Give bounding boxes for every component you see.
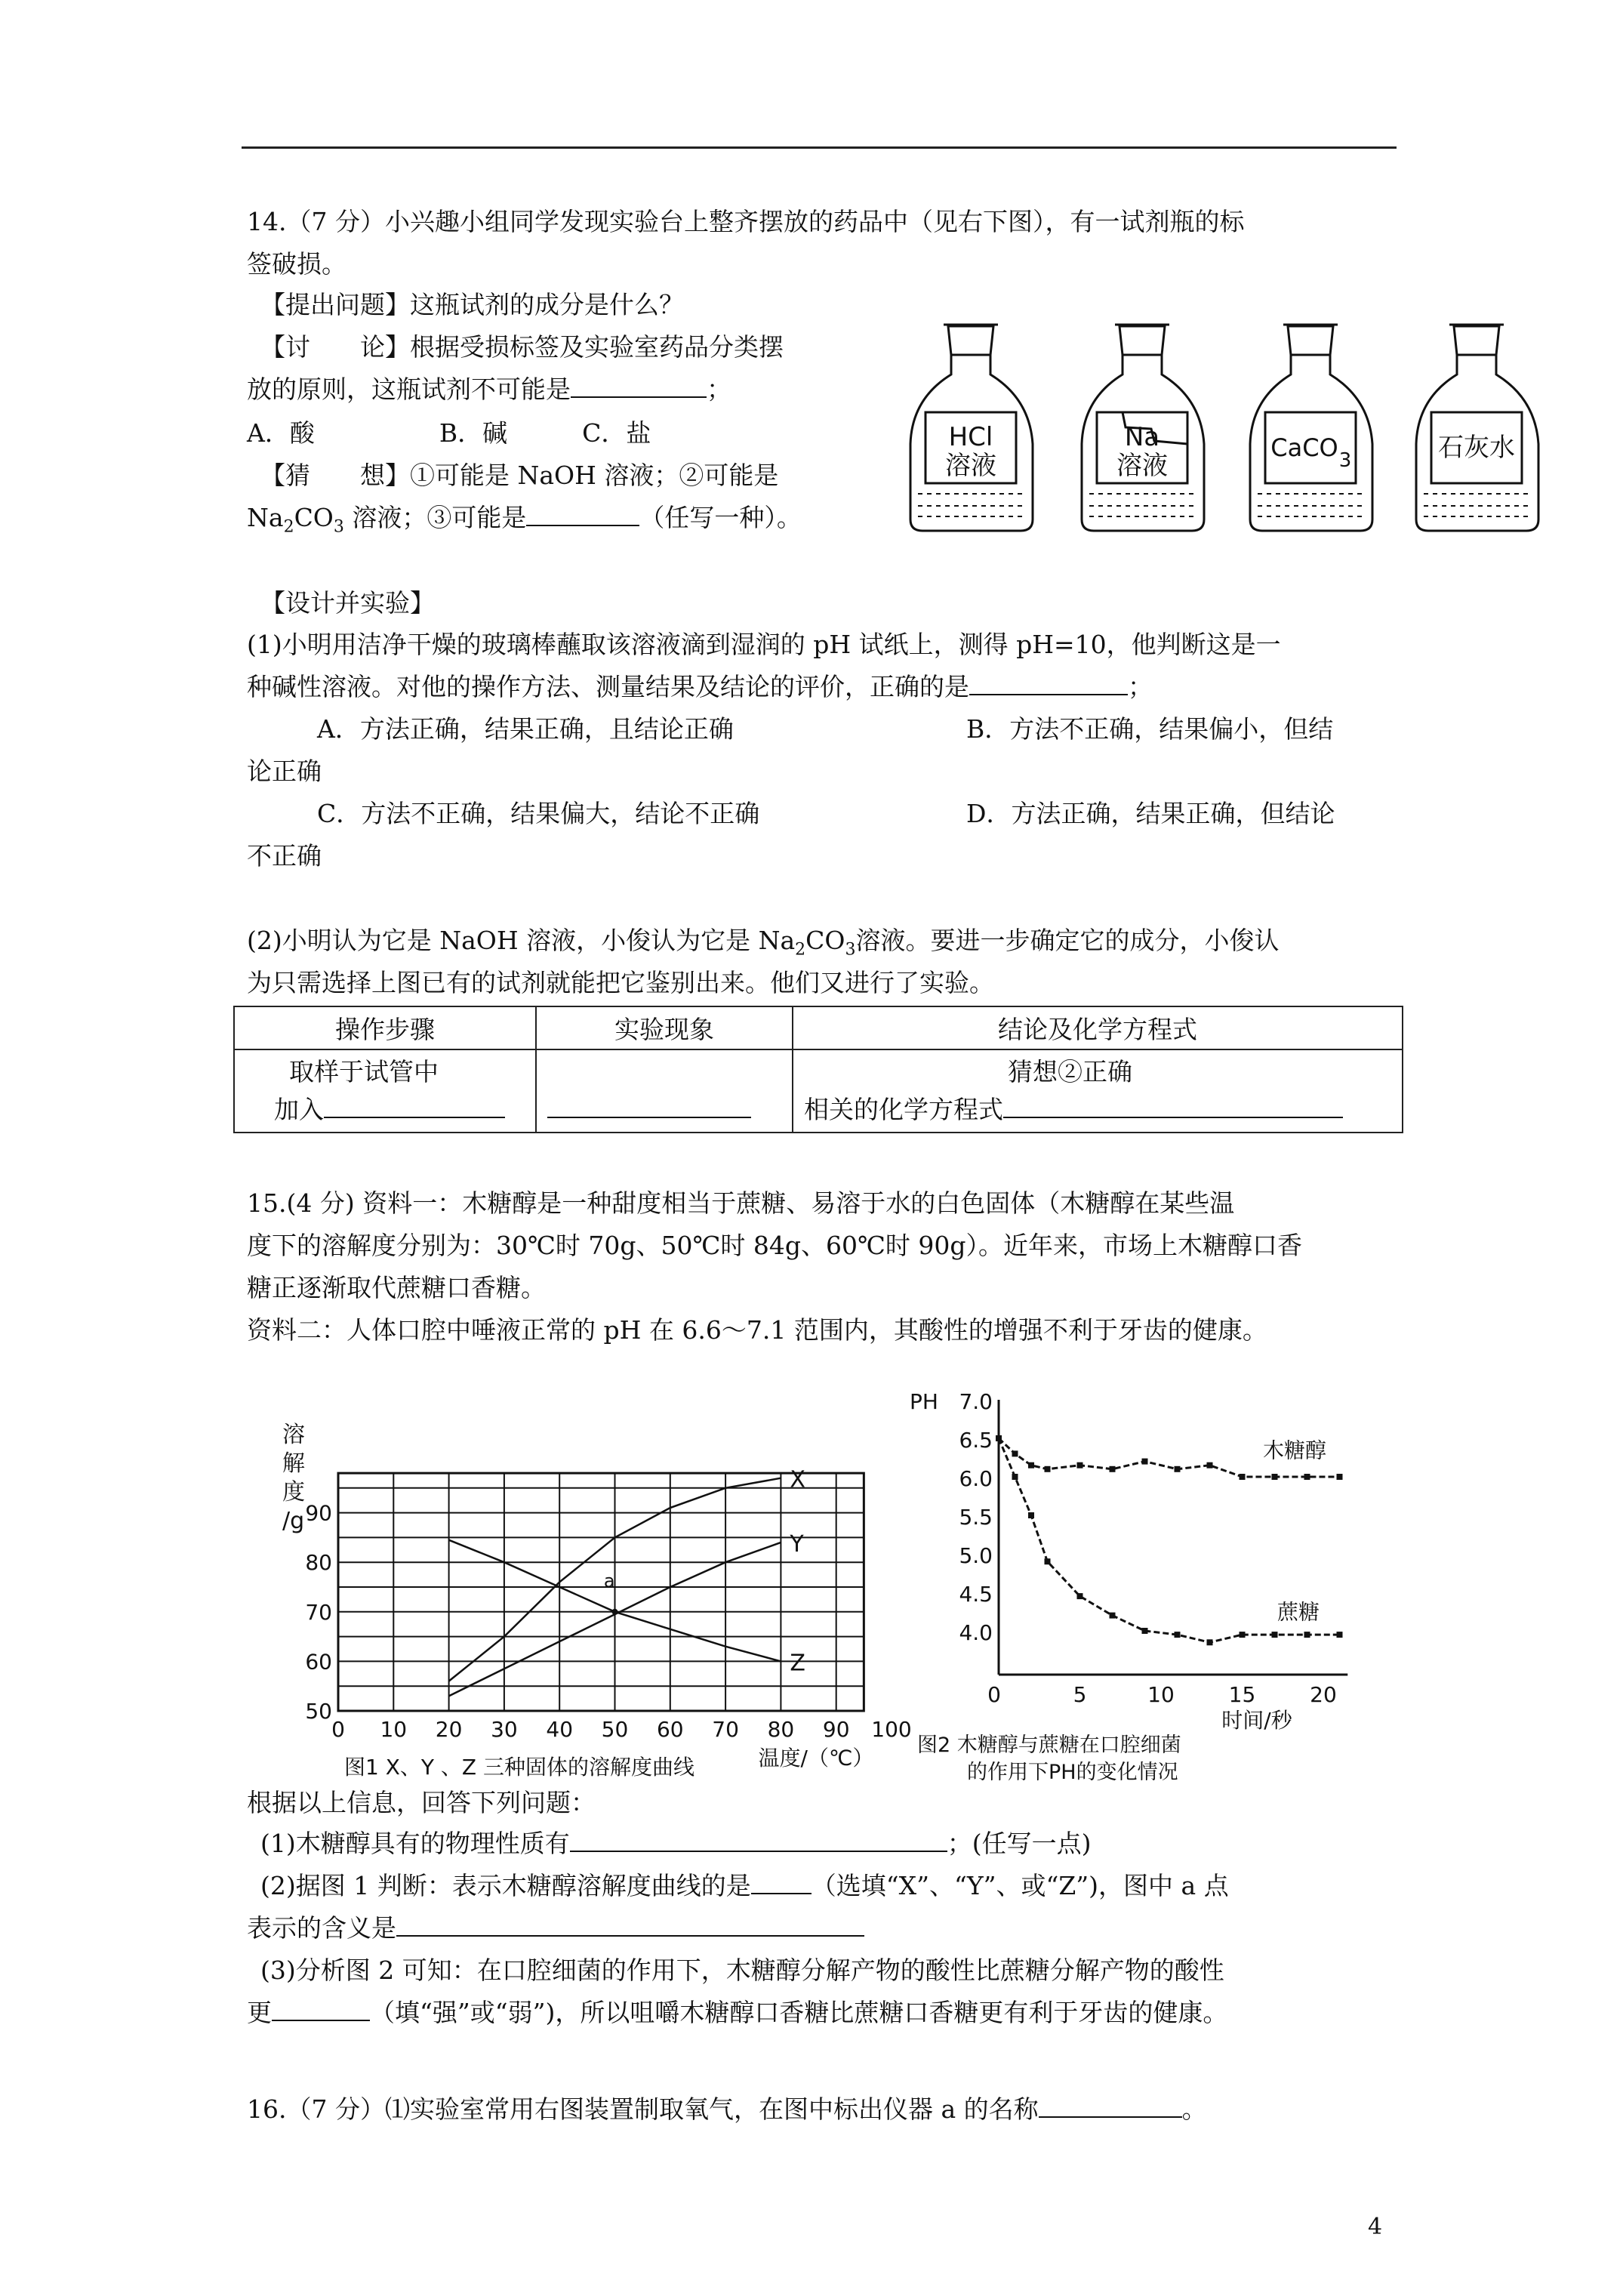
ph-data-point [1240, 1632, 1246, 1638]
x-tick-label: 90 [822, 1717, 850, 1742]
formula-subscript: 3 [845, 940, 856, 960]
answer-blank[interactable] [324, 1094, 505, 1118]
x-tick-label: 10 [380, 1717, 408, 1742]
q14-p1-b-end: ； [1128, 672, 1153, 701]
y-axis-label: 解 [282, 1450, 305, 1477]
y-tick-label: 90 [305, 1500, 332, 1526]
y-tick-label: 5.0 [959, 1543, 993, 1568]
table-cell-text: 加入 [274, 1095, 324, 1124]
q14-guess-a: 【猜 想】①可能是 NaOH 溶液；②可能是 [260, 461, 779, 490]
table-cell-text: 相关的化学方程式 [804, 1095, 1003, 1124]
x-tick-label: 80 [767, 1717, 795, 1742]
q16-end: 。 [1181, 2094, 1207, 2124]
reagent-bottle [1250, 325, 1372, 531]
q15-a3-b2: （填“强”或“弱”)，所以咀嚼木糖醇口香糖比蔗糖口香糖更有利于牙齿的健康。 [370, 1998, 1228, 2027]
q15-a1-text: (1)木糖醇具有的物理性质有 [260, 1829, 570, 1858]
q14-discuss-a: 【讨 论】根据受损标签及实验室药品分类摆 [260, 332, 784, 362]
answer-blank[interactable] [1003, 1094, 1343, 1118]
series-label-Y: Y [790, 1530, 804, 1558]
q14-ask: 【提出问题】这瓶试剂的成分是什么？ [260, 290, 684, 319]
intersection-point [612, 1609, 618, 1615]
y-tick-label: 6.5 [959, 1428, 993, 1453]
ph-data-point [1272, 1632, 1278, 1638]
x-tick-label: 0 [331, 1717, 345, 1742]
q14-p1-b [247, 669, 1153, 705]
answer-blank[interactable] [272, 1997, 370, 2021]
q15-a1-end: ；(任写一点) [947, 1829, 1092, 1858]
x-axis-label: 温度/（℃） [758, 1746, 874, 1771]
bottle-label-text: Na [1124, 422, 1160, 452]
q15-a2-b-text: 表示的含义是 [247, 1913, 396, 1943]
answer-blank[interactable] [1039, 2094, 1182, 2118]
q14-guess-b [247, 500, 802, 546]
q14-p2-text: (2)小明认为它是 NaOH 溶液，小俊认为它是 Na [247, 926, 796, 955]
q14-guess-b-end: （任写一种）。 [639, 503, 802, 532]
q14-discuss-b-end: ； [707, 374, 731, 404]
q15-answer-intro: 根据以上信息，回答下列问题： [247, 1788, 596, 1817]
ph-data-point [1077, 1593, 1083, 1599]
reagent-bottle [910, 325, 1033, 531]
y-axis-label: /g [282, 1508, 305, 1534]
ph-data-point [1077, 1462, 1083, 1469]
formula-subscript: 2 [795, 940, 806, 960]
plot-frame [338, 1473, 864, 1711]
ph-data-point [1272, 1474, 1278, 1480]
ph-data-point [1110, 1466, 1116, 1472]
y-axis-label: PH [910, 1389, 938, 1414]
bottle-label-text: 溶液 [945, 451, 996, 481]
q14-p2-b: 为只需选择上图已有的试剂就能把它鉴别出来。他们又进行了实验。 [247, 968, 994, 997]
ph-data-point [1304, 1474, 1310, 1480]
y-tick-label: 4.5 [959, 1582, 993, 1607]
x-tick-label: 15 [1228, 1682, 1256, 1707]
ph-data-point [1012, 1474, 1018, 1480]
bottle-stopper [948, 326, 993, 355]
formula-part: Na [247, 503, 284, 532]
y-axis-label: 溶 [282, 1422, 305, 1448]
bottle-stopper [1288, 326, 1333, 355]
q14-discuss-b [247, 371, 731, 408]
point-a-label: a [603, 1570, 615, 1592]
answer-blank[interactable] [396, 1912, 864, 1937]
x-tick-label: 20 [435, 1717, 463, 1742]
table-cell-step [234, 1049, 536, 1133]
figure-2-caption: 图2 木糖醇与蔗糖在口腔细菌 [917, 1734, 1181, 1757]
ph-data-point [1110, 1613, 1116, 1619]
table-cell-line [547, 1091, 781, 1129]
figure-1-caption: 图1 X、Y 、Z 三种固体的溶解度曲线 [344, 1755, 694, 1780]
x-tick-label: 0 [987, 1682, 1001, 1707]
table-cell-text: 取样于试管中 [289, 1057, 439, 1086]
y-tick-label: 80 [305, 1550, 332, 1576]
option-d-cont: 不正确 [247, 841, 322, 871]
y-tick-label: 7.0 [959, 1389, 993, 1414]
bottle-stopper [1119, 326, 1165, 355]
reagent-bottle [1082, 325, 1204, 531]
table-cell-line [804, 1091, 1391, 1129]
series-label-Z: Z [790, 1650, 805, 1677]
x-tick-label: 10 [1147, 1682, 1175, 1707]
ph-data-point [1337, 1474, 1343, 1480]
ph-data-point [1142, 1459, 1148, 1465]
q14-p1-b-text: 种碱性溶液。对他的操作方法、测量结果及结论的评价，正确的是 [247, 672, 969, 701]
y-tick-label: 5.5 [959, 1505, 993, 1530]
answer-blank[interactable] [547, 1094, 751, 1118]
q15-a3-b1: 更 [247, 1998, 272, 2027]
ph-data-point [1142, 1628, 1148, 1634]
bottle-stopper [1454, 326, 1499, 355]
y-tick-label: 50 [305, 1699, 332, 1724]
x-tick-label: 40 [546, 1717, 574, 1742]
table-header: 操作步骤 [234, 1006, 536, 1049]
q14-design: 【设计并实验】 [260, 588, 435, 618]
ph-data-point [1175, 1466, 1181, 1472]
answer-blank[interactable] [571, 374, 707, 398]
x-tick-label: 30 [491, 1717, 518, 1742]
q14-p2-text-end: 溶液。要进一步确定它的成分，小俊认 [855, 926, 1280, 955]
option-d: D．方法正确，结果正确，但结论 [966, 799, 1335, 828]
table-cell-conclusion [793, 1049, 1403, 1133]
x-axis-label: 时间/秒 [1221, 1708, 1292, 1733]
series-label-xylitol: 木糖醇 [1262, 1438, 1327, 1463]
answer-blank[interactable] [526, 502, 639, 526]
table-cell-text: 猜想②正确 [1008, 1057, 1132, 1086]
reagent-bottle [1416, 325, 1538, 531]
series-label-sucrose: 蔗糖 [1277, 1599, 1320, 1625]
answer-blank[interactable] [969, 671, 1128, 695]
bottle-label-text: HCl [948, 422, 993, 452]
bottle-label-text: 石灰水 [1438, 433, 1515, 463]
q14-line-1: 14.（7 分）小兴趣小组同学发现实验台上整齐摆放的药品中（见右下图），有一试剂瓶的标 [247, 207, 1245, 236]
table-cell-line [274, 1091, 525, 1129]
q14-p2-a [247, 923, 1279, 969]
q15-a1 [260, 1826, 1092, 1862]
table-header: 实验现象 [536, 1006, 793, 1049]
table-header: 结论及化学方程式 [793, 1006, 1403, 1049]
answer-blank[interactable] [570, 1828, 947, 1852]
formula-subscript: 3 [333, 517, 344, 537]
q15-a3-b [247, 1995, 1227, 2031]
x-tick-label: 60 [656, 1717, 684, 1742]
experiment-table [233, 1006, 1403, 1133]
bottle-label-subscript: 3 [1338, 449, 1352, 472]
q15-line-2: 度下的溶解度分别为：30℃时 70g、50℃时 84g、60℃时 90g）。近年来，市场上木糖醇口香 [247, 1231, 1303, 1260]
y-axis-label: 度 [282, 1479, 305, 1505]
q15-line-3: 糖正逐渐取代蔗糖口香糖。 [247, 1273, 546, 1302]
ph-data-point [1304, 1632, 1310, 1638]
header-rule [242, 146, 1397, 149]
y-tick-label: 4.0 [959, 1620, 993, 1645]
q15-a2-b [247, 1910, 864, 1946]
q16-text: 16.（7 分）⑴实验室常用右图装置制取氧气，在图中标出仪器 a 的名称 [247, 2094, 1039, 2124]
option-b-cont: 论正确 [247, 757, 322, 786]
x-tick-label: 100 [871, 1717, 912, 1742]
x-tick-label: 20 [1310, 1682, 1337, 1707]
option-a: A．方法正确，结果正确，且结论正确 [317, 714, 734, 744]
q14-discuss-b-text: 放的原则，这瓶试剂不可能是 [247, 374, 571, 404]
ph-data-point [1207, 1639, 1213, 1645]
y-tick-label: 60 [305, 1649, 332, 1675]
ph-data-point [1028, 1512, 1034, 1518]
ph-data-point [1028, 1462, 1034, 1469]
formula-subscript: 2 [283, 517, 294, 537]
q15-line-4: 资料二：人体口腔中唾液正常的 pH 在 6.6～7.1 范围内，其酸性的增强不利于牙齿的健康。 [247, 1315, 1267, 1345]
option-b: B．方法不正确，结果偏小，但结 [966, 714, 1334, 744]
ph-data-point [1175, 1632, 1181, 1638]
ph-data-point [996, 1435, 1002, 1441]
q15-a2-text: (2)据图 1 判断：表示木糖醇溶解度曲线的是 [260, 1871, 751, 1900]
q15-a2-a [260, 1868, 1229, 1904]
ph-data-point [1045, 1466, 1051, 1472]
bottle-label-text: CaCO [1270, 433, 1338, 462]
q15-a2-end: （选填“X”、“Y”、或“Z”)，图中 a 点 [811, 1871, 1229, 1900]
x-tick-label: 70 [712, 1717, 739, 1742]
q15-a3-a: (3)分析图 2 可知：在口腔细菌的作用下，木糖醇分解产物的酸性比蔗糖分解产物的酸性 [260, 1955, 1224, 1985]
ph-data-point [1207, 1462, 1213, 1469]
x-tick-label: 5 [1073, 1682, 1087, 1707]
q14-p1-a: (1)小明用洁净干燥的玻璃棒蘸取该溶液滴到湿润的 pH 试纸上，测得 pH=10，他判断这是一 [247, 630, 1281, 659]
ph-data-point [1337, 1632, 1343, 1638]
figure-2-caption: 的作用下PH的变化情况 [967, 1761, 1178, 1784]
x-tick-label: 50 [601, 1717, 629, 1742]
ph-data-point [1012, 1450, 1018, 1456]
ph-data-point [1240, 1474, 1246, 1480]
solubility-chart [269, 1419, 918, 1782]
page-number: 4 [1368, 2214, 1383, 2240]
ph-data-point [1045, 1558, 1051, 1564]
q15-line-1: 15.(4 分) 资料一：木糖醇是一种甜度相当于蔗糖、易溶于水的白色固体（木糖醇在某些温 [247, 1188, 1235, 1218]
bottle-label-text: 溶液 [1116, 451, 1168, 481]
reagent-bottles-figure [897, 316, 1554, 542]
q16-line-1 [247, 2091, 1207, 2128]
q14-line-2: 签破损。 [247, 249, 346, 279]
q14-options: A．酸 B．碱 C．盐 [247, 418, 651, 448]
formula-part: CO [294, 503, 334, 532]
table-cell-phenomenon [536, 1049, 793, 1133]
formula-part: CO [805, 926, 845, 955]
ph-chart [902, 1365, 1370, 1788]
answer-blank[interactable] [751, 1870, 812, 1894]
series-label-X: X [790, 1466, 805, 1493]
y-tick-label: 6.0 [959, 1466, 993, 1491]
y-tick-label: 70 [305, 1599, 332, 1625]
q14-guess-b-text: 溶液；③可能是 [343, 503, 527, 532]
option-c: C．方法不正确，结果偏大，结论不正确 [317, 799, 760, 828]
